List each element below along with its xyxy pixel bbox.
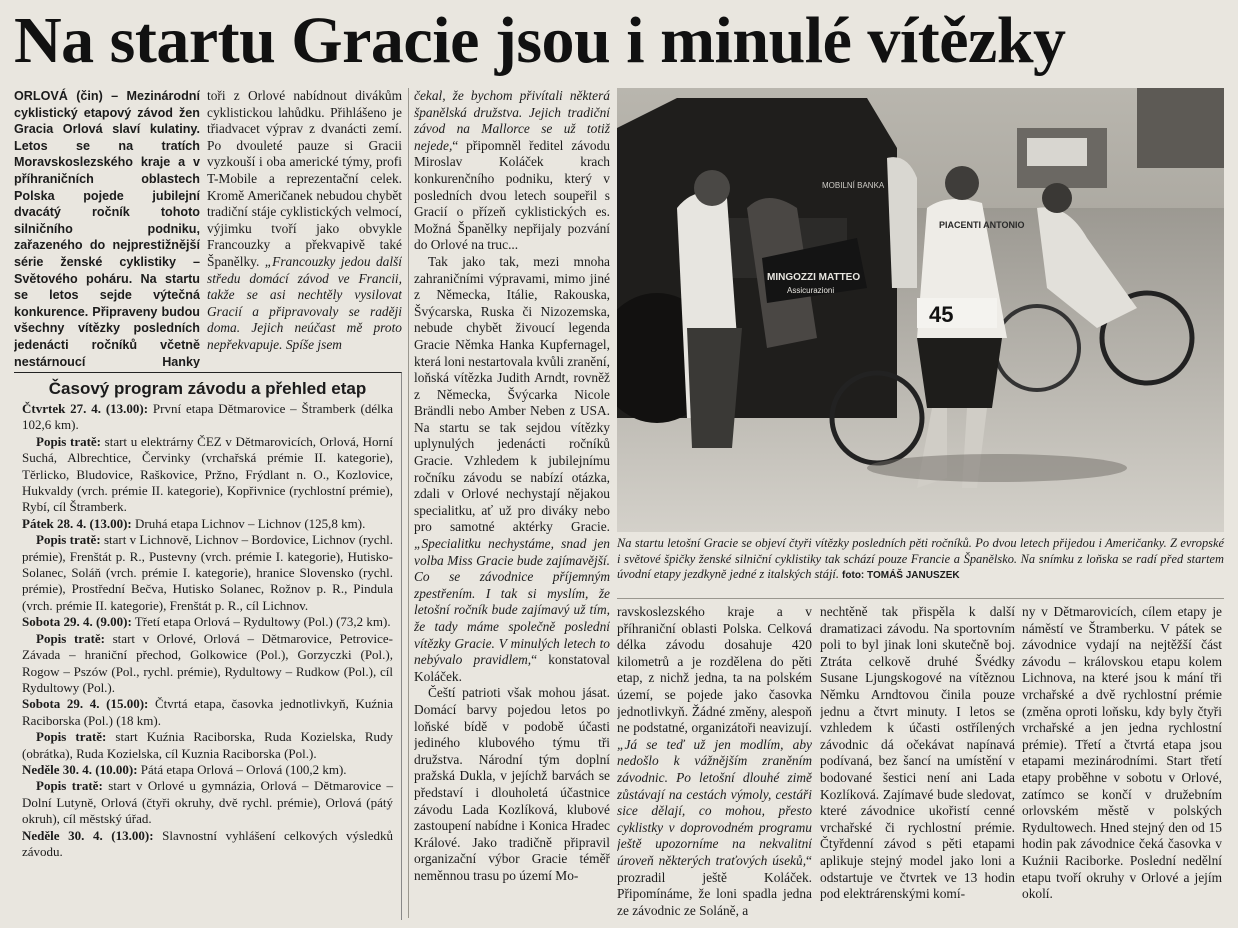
schedule-day-entry bbox=[22, 696, 393, 729]
schedule-entry-value: start v Orlové, Orlová – Dětmarovice, Petrovice-Závada – hraniční přechod, Golkowice (Pol.), Gorzyczki (Pol.), Rogow – Pszów (Pol., rychl. prémie), Rydultowy – Rudkow (Pol.), cíl Rydultowy (Pol.). bbox=[22, 630, 393, 695]
body-paragraph: nechtěně tak přispěla k další dramatizaci závodu. Na sportovním poli to byl jinak loni skutečně boj. Ztráta celkově druhé Švédky Susane Ljungskogové na vítěznou Němku Arndtovou činila pouze jednu a čtvrt minuty. I letos se vzhledem k účasti ostřílených závodnic dá očekávat napínavá podívaná, bez šancí na umístění v bodované šestici není ani Lada Kozlíková. Zajímavé bude sledovat, které závodnice ukořistí cenné vrchařské či rychlostní prémie. Čtyřdenní závod s pěti etapami aplikuje stejný model jako loni a odstartuje ve čtvrtek ve 13 hodin pod elektrárenskými komí- bbox=[820, 604, 1015, 902]
schedule-entry-key: Sobota 29. 4. (15.00): bbox=[22, 696, 149, 712]
schedule-day-entry bbox=[22, 401, 393, 434]
schedule-entry-value: Slavnostní vyhlášení celkových výsledků závodu. bbox=[22, 827, 393, 859]
schedule-day-entry bbox=[22, 762, 393, 778]
schedule-route-entry bbox=[22, 434, 393, 516]
article-column-2 bbox=[207, 88, 402, 368]
schedule-entry-key: Popis tratě: bbox=[36, 778, 103, 794]
jersey-right-text: PIACENTI ANTONIO bbox=[939, 220, 1025, 230]
quote-text: „Francouzky jedou další středu domácí závod ve Francii, takže se asi nechtěly vysilovat Gracií a připravovaly se raději doma. Jejich neúčast mě proto nepřekvapuje. Spíše jsem bbox=[207, 253, 402, 352]
column-divider bbox=[408, 88, 409, 918]
schedule-entry-key: Popis tratě: bbox=[36, 729, 107, 745]
race-photo bbox=[617, 88, 1224, 532]
schedule-route-entry bbox=[22, 729, 393, 762]
article-column-5 bbox=[820, 604, 1015, 924]
schedule-entry-value: První etapa Dětmarovice – Štramberk (délka 102,6 km). bbox=[22, 401, 394, 433]
schedule-entry-key: Popis tratě: bbox=[36, 433, 102, 449]
schedule-day-entry bbox=[22, 516, 393, 532]
schedule-day-entry bbox=[22, 614, 393, 630]
van-text: MOBILNÍ BANKA bbox=[822, 181, 885, 190]
schedule-entry-key: Pátek 28. 4. (13.00): bbox=[22, 515, 132, 531]
schedule-entry-value: Čtvrtá etapa, časovka jednotlivkyň, Kuźnia Raciborska (Pol.) (18 km). bbox=[22, 696, 393, 728]
body-paragraph: ny v Dětmarovicích, cílem etapy je náměstí ve Štramberku. V pátek se závodnice vydají na nejtěžší část závodu – královskou etapu kolem Lichnova, na které jsou k mání tři vrchařské a dvě rychlostní prémie (změna oproti loňsku, kdy byly čtyři vrchařské a jen jedna rychlostní prémie). Třetí a čtvrtá etapa jsou etapami mezinárodními. Start třetí etapy proběhne v sobotu v Orlové, zatímco se končí v družebním orlovském městě v polských Rydultowech. Hned stejný den od 15 hodin pak závodnice čeká časovka v Kuźnii Raciborke. Poslední nedělní etapu tvoří okruhy v Orlové a jejím okolí. bbox=[1022, 604, 1222, 902]
article-column-1 bbox=[14, 88, 200, 368]
schedule-route-entry bbox=[22, 532, 393, 614]
body-text: “ prozradil ještě Koláček. Připomínáme, že loni spadla jedna ze závodnic ze Soláně, a bbox=[617, 852, 812, 918]
body-text: “ konstatoval Koláček. bbox=[414, 652, 610, 684]
quote-text: „Já se teď už jen modlím, aby nedošlo k vážnějším zraněním závodnic. Po letošní dlouhé zimě zůstávají na cestách výmoly, cestáři sice dělají, co mohou, přesto cyklistky v doprovodném programu ještě upozorníme na nekvalitní úroveň některých traťových úseků, bbox=[617, 736, 812, 868]
race-number-text: 45 bbox=[929, 302, 954, 327]
schedule-entry-key: Neděle 30. 4. (13.00): bbox=[22, 827, 154, 843]
schedule-box bbox=[14, 372, 402, 920]
body-text: ravskoslezského kraje a v příhraniční oblasti Polska. Celková délka závodu dosahuje 420 kilometrů a je rozdělena do pěti etap, z nichž jedna, ta na polském území, se pojede jako časovka jednotlivkyň. Žádné změny, alespoň ne podstatné, organizátoři neavizují. bbox=[617, 604, 812, 736]
body-text: Tak jako tak, mezi mnoha zahraničními výpravami, mimo jiné z Německa, Itálie, Rakouska, Švýcarska, Ruska či Nizozemska, nebude chybět živoucí legenda Gracie Němka Hanka Kupfernagel, která loni nestartovala kvůli zranění, loňská vítězka Judith Arndt, rovněž z Německa, Švýcarka Nicole Brändli nebo Amber Neben z USA. Na startu se tak sejdou vítězky uplynulých jedenácti ročníků Gracie. Vzhledem k jubilejnímu ročníku závodu se nabízí otázka, zdali v Orlové nechystají nějakou specialitku, ať už pro diváky nebo pro samotné aktérky Gracie. bbox=[414, 253, 610, 535]
jersey-left-text: MINGOZZI MATTEO bbox=[767, 272, 861, 283]
photo-caption bbox=[617, 536, 1224, 584]
lead-paragraph: ORLOVÁ (čin) – Mezinárodní cyklistický etapový závod žen Gracia Orlová slaví kulatiny. Letos se na tratích Moravskoslezského kraje a v příhraničních oblastech Polska pojede jubilejní dvacátý ročník tohoto silničního podniku, zařazeného do nejprestižnější série ženské cyklistiky – Světového poháru. Na startu se letos sejde výtečná konkurence. Připraveny budou všechny vítězky posledních jedenácti ročníků včetně nestárnoucí Hanky bbox=[14, 89, 200, 368]
caption-text: Na startu letošní Gracie se objeví čtyři vítězky posledních pěti ročníků. Po dvou letech přijedou i Američanky. Z evropské i světové špičky ženské silniční cyklistiky tak schází pouze Francie a Španělsko. Na snímku z loňska se radí před startem úvodní etapy jezdkyně jedné z italských stájí. bbox=[617, 536, 1224, 582]
body-text: “ připomněl ředitel závodu Miroslav Koláček krach konkurenčního podniku, který v posledních dvou letech soupeřil s Gracií o přízeň cyklistických es. Možná Španělky nepřijaly pozvání do Orlové na truc... bbox=[414, 137, 610, 253]
schedule-entry-key: Popis tratě: bbox=[36, 532, 101, 548]
article-column-6 bbox=[1022, 604, 1222, 924]
quote-text: čekal, že bychom přivítali některá španělská družstva. Jejich tradiční závod na Mallorce se už totiž nejede, bbox=[414, 88, 610, 153]
schedule-entry-key: Popis tratě: bbox=[36, 630, 105, 646]
body-paragraph bbox=[414, 254, 610, 685]
jersey-left-subtext: Assicurazioni bbox=[787, 286, 835, 295]
schedule-entry-key: Neděle 30. 4. (10.00): bbox=[22, 761, 138, 777]
cyclists-photo-illustration bbox=[617, 88, 1224, 532]
schedule-entry-value: start v Lichnově, Lichnov – Bordovice, Lichnov (rychl. prémie), Frenštát p. R., Pustevny (vrch. prémie I. kategorie), Hutisko-Solanec, Soláň (vrch. prémie I. kategorie), hranice Slovensko (rychl. prémie), Prostřední Bečva, Hutisko Solanec, Rožnov p. R., Pindula (vrch. prémie II. kategorie), Frenštát p. R., cíl Lichnov. bbox=[22, 532, 393, 613]
schedule-entry-key: Čtvrtek 27. 4. (13.00): bbox=[22, 401, 149, 416]
schedule-entry-value: Třetí etapa Orlová – Rydultowy (Pol.) (73,2 km). bbox=[131, 614, 391, 630]
body-paragraph: Čeští patrioti však mohou jásat. Domácí barvy pojedou letos po loňské bídě v podobě účasti jediného klubového týmu tři družstva. Národní tým doplní pražská Dukla, v jejíchž barvách se představí i dlouholetá účastnice závodu Lada Kozlíková, klubové zastoupení nabídne i Konica Hradec Králové. Jako tradičně připravil organizační výbor Gracie téměř neměnnou trasu po území Mo- bbox=[414, 685, 610, 883]
schedule-entry-value: start Kuźnia Raciborska, Ruda Kozielska, Rudy (obrátka), Ruda Kozielska, cíl Kuznia Raciborska (Pol.). bbox=[22, 729, 393, 761]
body-paragraph bbox=[207, 88, 402, 354]
schedule-entry-value: start u elektrárny ČEZ v Dětmarovicích, Orlová, Horní Suchá, Albrechtice, Červinky (vrchařská prémie II. kategorie), Těrlicko, Bludovice, Raškovice, Pržno, Frýdlant n. O., Kozlovice, Hukvaldy (vrch. prémie II. kategorie), Kopřivnice (rychlostní prémie), Rybí, cíl Štramberk. bbox=[22, 433, 393, 515]
body-text: toři z Orlové nabídnout divákům cyklistickou lahůdku. Přihlášeno je třiadvacet výprav z dvanácti zemí. Po dvouleté pauze si Gracii vyzkouší i oba americké týmy, profi T-Mobile a reprezentační celek. Kromě Američanek nebudou chybět tradiční stáje cyklistických velmocí, výjimku tvoří jako obvykle Francouzky a překvapivě také Španělky. bbox=[207, 88, 402, 269]
schedule-day-entry bbox=[22, 828, 393, 861]
schedule-route-entry bbox=[22, 778, 393, 827]
article-column-4 bbox=[617, 604, 812, 924]
article-column-3 bbox=[414, 88, 610, 918]
schedule-entry-key: Sobota 29. 4. (9.00): bbox=[22, 614, 132, 630]
article-headline: Na startu Gracie jsou i minulé vítězky bbox=[14, 4, 1066, 77]
schedule-title: Časový program závodu a přehled etap bbox=[48, 379, 367, 398]
photo-credit: foto: TOMÁŠ JANUSZEK bbox=[842, 570, 960, 582]
quote-text: „Specialitku nechystáme, snad jen volba Miss Gracie bude zajímavější. Co se závodnice příjemným zpestřením. I tak si myslím, že letošní ročník bude zajímavý už tím, že tady máme společně poslední vítězky Gracie. V minulých letech to nebývalo pravidlem, bbox=[414, 536, 610, 668]
caption-divider bbox=[617, 598, 1224, 599]
body-paragraph bbox=[414, 88, 610, 254]
schedule-list bbox=[22, 401, 393, 860]
schedule-entry-value: Pátá etapa Orlová – Orlová (100,2 km). bbox=[137, 761, 347, 777]
schedule-entry-value: start v Orlové u gymnázia, Orlová – Dětmarovice – Dolní Lutyně, Orlová (čtyři okruhy, dvě rychl. prémie), Orlová (pátý okruh), cíl městský úřad. bbox=[22, 778, 394, 827]
schedule-route-entry bbox=[22, 631, 393, 697]
schedule-entry-value: Druhá etapa Lichnov – Lichnov (125,8 km). bbox=[131, 515, 366, 531]
body-paragraph bbox=[617, 604, 812, 919]
